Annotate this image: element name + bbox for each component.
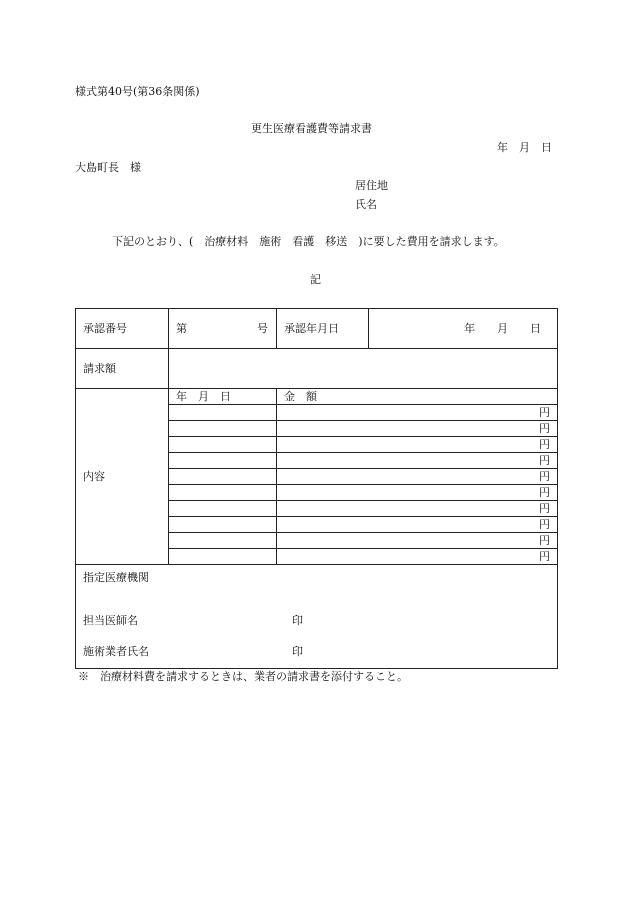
addressee: 大島町長 様 [75, 161, 141, 174]
approval-date-label: 承認年月日 [277, 309, 369, 349]
date-cell[interactable] [169, 405, 277, 421]
amount-cell[interactable]: 円 [277, 485, 558, 501]
footnote: ※ 治療材料費を請求するときは、業者の請求書を添付すること。 [78, 670, 408, 683]
institution-row [76, 565, 558, 669]
amount-cell[interactable]: 円 [277, 533, 558, 549]
ki-heading: 記 [310, 273, 321, 286]
doctor-seal: 印 [292, 614, 303, 627]
page-title: 更生医療看護費等請求書 [251, 122, 372, 135]
claim-table [75, 308, 558, 669]
amount-cell[interactable]: 円 [277, 517, 558, 533]
claim-amount-row [76, 349, 558, 389]
approval-row [76, 309, 558, 349]
date-cell[interactable] [169, 421, 277, 437]
go-label: 号 [257, 322, 268, 335]
amount-cell[interactable]: 円 [277, 453, 558, 469]
name-label: 氏名 [355, 198, 377, 211]
date-cell[interactable] [169, 437, 277, 453]
content-header-row [76, 389, 558, 405]
amount-header: 金 額 [277, 389, 558, 405]
dai-label: 第 [176, 322, 187, 335]
form-number: 様式第40号(第36条関係) [75, 85, 200, 98]
date-cell[interactable] [169, 517, 277, 533]
claim-amount-label: 請求額 [76, 349, 169, 389]
amount-cell[interactable]: 円 [277, 421, 558, 437]
request-sentence: 下記のとおり、( 治療材料 施術 看護 移送 )に要した費用を請求します。 [112, 235, 505, 248]
institution-block[interactable] [76, 565, 558, 669]
amount-cell[interactable]: 円 [277, 501, 558, 517]
amount-cell[interactable]: 円 [277, 405, 558, 421]
approval-number-field[interactable] [169, 309, 277, 349]
date-cell[interactable] [169, 501, 277, 517]
date-cell[interactable] [169, 469, 277, 485]
address-label: 居住地 [355, 179, 388, 192]
date-line: 年 月 日 [497, 141, 552, 154]
claim-amount-field[interactable] [169, 349, 558, 389]
approval-date-field[interactable] [369, 309, 558, 349]
practitioner-seal: 印 [292, 645, 303, 658]
doctor-label: 担当医師名 [83, 614, 138, 627]
approval-number-label: 承認番号 [76, 309, 169, 349]
amount-cell[interactable]: 円 [277, 437, 558, 453]
date-header: 年 月 日 [169, 389, 277, 405]
content-label: 内容 [76, 389, 169, 565]
date-cell[interactable] [169, 533, 277, 549]
amount-cell[interactable]: 円 [277, 469, 558, 485]
institution-label: 指定医療機関 [83, 571, 149, 584]
amount-cell[interactable]: 円 [277, 549, 558, 565]
date-cell[interactable] [169, 485, 277, 501]
date-cell[interactable] [169, 549, 277, 565]
date-cell[interactable] [169, 453, 277, 469]
approval-date-value: 年 月 日 [464, 322, 541, 335]
practitioner-label: 施術業者氏名 [83, 645, 149, 658]
